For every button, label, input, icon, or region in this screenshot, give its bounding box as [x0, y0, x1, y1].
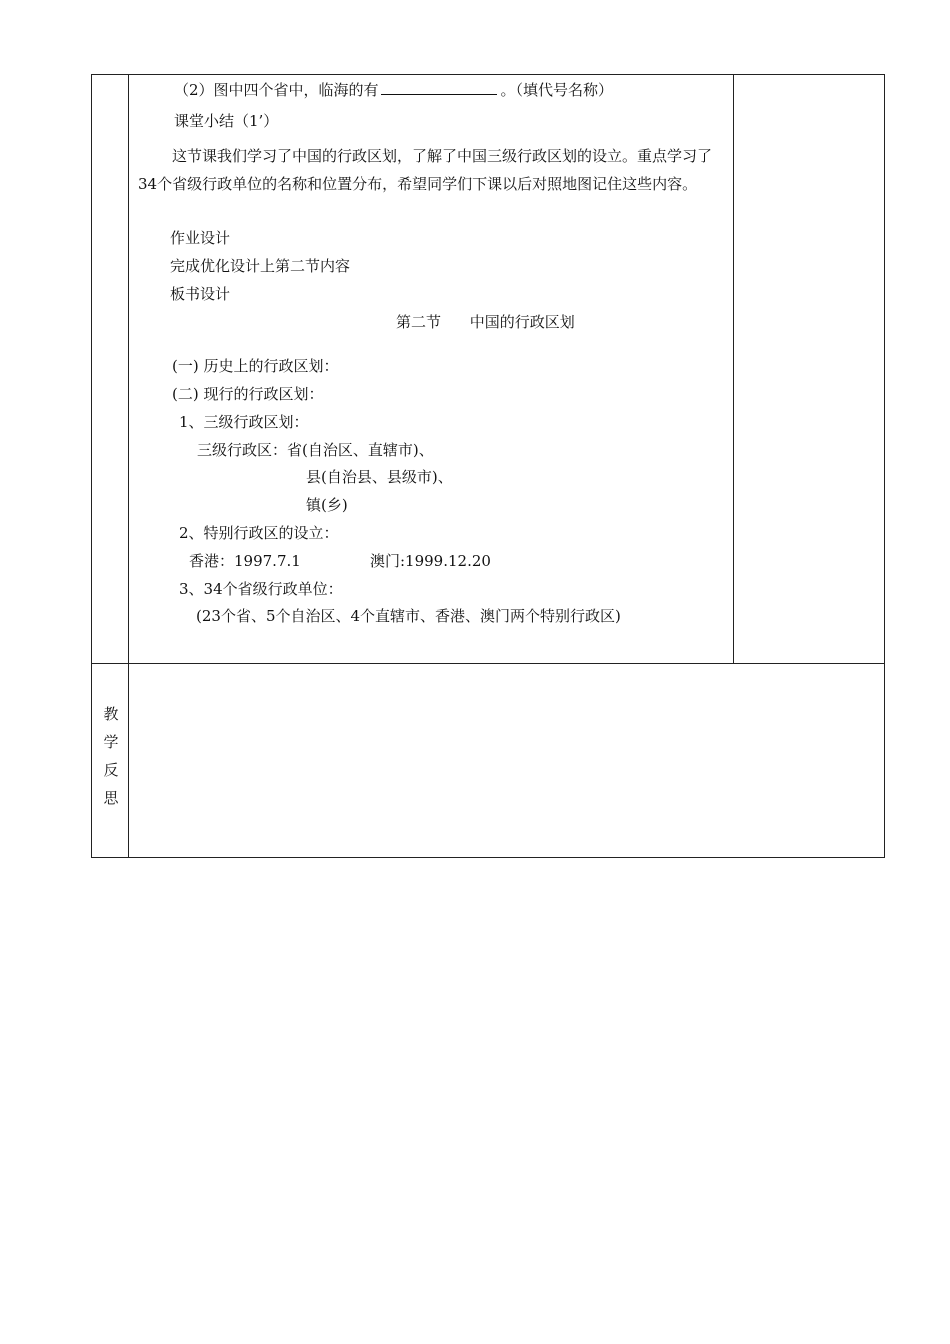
sub-item-1-line-3: 镇(乡) [306, 496, 348, 514]
sub-item-1-line-2: 县(自治县、县级市)、 [306, 468, 453, 486]
board-title-section: 第二节 [396, 313, 442, 331]
sub-item-3-detail: (23个省、5个自治区、4个直辖市、香港、澳门两个特别行政区) [196, 607, 621, 625]
summary-paragraph: 这节课我们学习了中国的行政区划，了解了中国三级行政区划的设立。重点学习了34个省级行政单位的名称和位置分布，希望同学们下课以后对照地图记住这些内容。 [138, 147, 713, 193]
answer-blank [381, 79, 497, 95]
board-title-name: 中国的行政区划 [469, 313, 575, 331]
homework-text: 完成优化设计上第二节内容 [170, 257, 351, 275]
reflection-label-char-2: 学 [103, 733, 119, 751]
reflection-label-char-3: 反 [103, 761, 119, 779]
hong-kong-date: 香港：1997.7.1 [189, 552, 301, 570]
summary-heading: 课堂小结（1’） [174, 112, 279, 130]
reflection-label-char-1: 教 [103, 705, 119, 723]
macau-date: 澳门:1999.12.20 [370, 552, 491, 570]
board-title [396, 312, 575, 332]
question-2-suffix: 。（填代号名称） [500, 81, 614, 99]
item-current: (二) 现行的行政区划： [172, 385, 324, 403]
question-2-prefix: （2）图中四个省中，临海的有 [174, 81, 379, 99]
homework-heading: 作业设计 [170, 229, 231, 247]
table-divider-right [733, 74, 734, 663]
sub-item-2: 2、特别行政区的设立： [179, 524, 339, 542]
item-history: (一) 历史上的行政区划： [172, 357, 339, 375]
table-divider-left [128, 74, 129, 858]
sub-item-1: 1、三级行政区划： [179, 413, 309, 431]
sub-item-3: 3、34个省级行政单位： [179, 580, 343, 598]
sub-item-1-line-1: 三级行政区：省(自治区、直辖市)、 [197, 441, 434, 459]
reflection-label-char-4: 思 [103, 789, 119, 807]
table-row-divider [91, 663, 885, 664]
question-2 [174, 79, 613, 100]
board-heading: 板书设计 [170, 285, 231, 303]
